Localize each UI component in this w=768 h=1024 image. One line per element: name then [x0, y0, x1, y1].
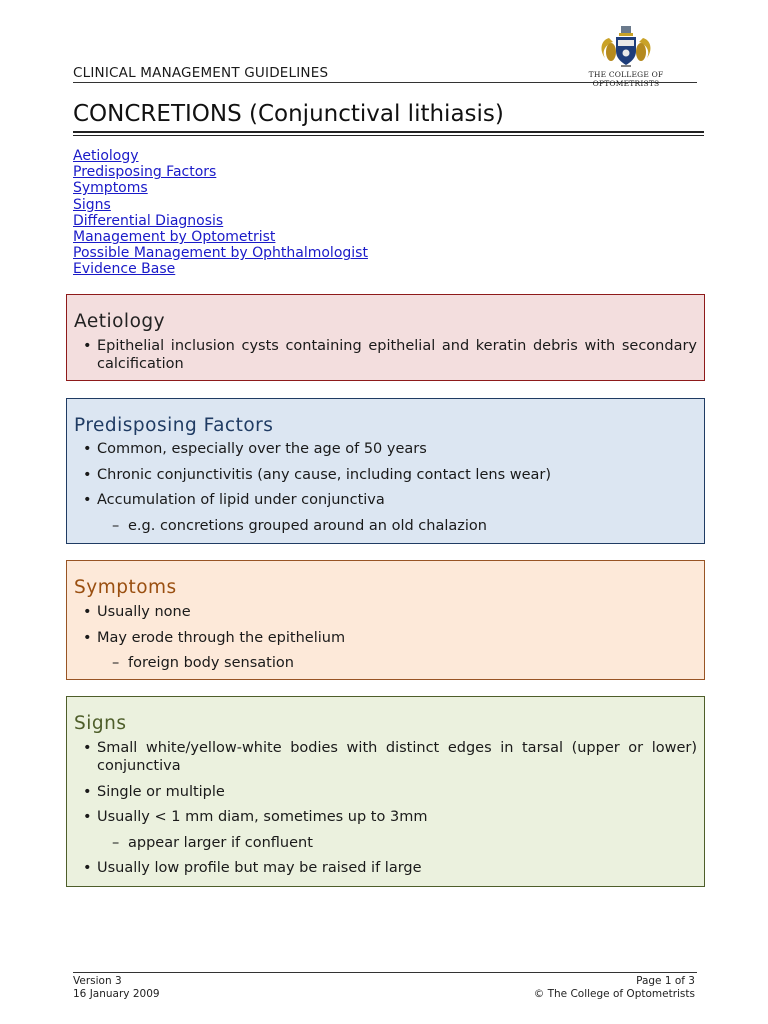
bullet-icon: • — [83, 740, 92, 756]
list-item: • Accumulation of lipid under conjunctiva — [83, 492, 385, 508]
coat-of-arms-icon — [555, 24, 697, 68]
toc-link-signs[interactable]: Signs — [73, 196, 111, 213]
toc-link-differential-diagnosis[interactable]: Differential Diagnosis — [73, 212, 224, 229]
list-item: • May erode through the epithelium — [83, 629, 346, 646]
bullet-icon: • — [83, 604, 92, 620]
aetiology-list — [80, 337, 697, 381]
dash-icon: – — [112, 517, 120, 534]
version-label: Version 3 — [73, 975, 122, 987]
list-item: • Usually low profile but may be raised if large — [83, 860, 422, 876]
symptoms-heading: Symptoms — [74, 577, 177, 598]
footer-left — [73, 975, 160, 1000]
dash-icon: – — [112, 655, 120, 671]
page-number: Page 1 of 3 — [636, 975, 695, 987]
list-item: • Common, especially over the age of 50 years — [83, 441, 427, 457]
toc-link-management-by-ophthalmologist[interactable]: Possible Management by Ophthalmologist — [73, 245, 368, 262]
toc-link-predisposing-factors[interactable]: Predisposing Factors — [73, 164, 217, 181]
signs-heading: Signs — [74, 713, 127, 734]
toc-link-symptoms[interactable]: Symptoms — [73, 180, 148, 197]
bullet-icon: • — [83, 809, 92, 825]
bullet-icon: • — [83, 492, 92, 508]
bullet-icon: • — [83, 783, 92, 800]
list-item: • Usually < 1 mm diam, sometimes up to 3mm — [83, 809, 428, 825]
title-divider — [73, 131, 704, 133]
signs-list — [80, 739, 697, 885]
symptoms-section — [66, 560, 705, 680]
sub-list-item: – appear larger if confluent — [112, 834, 313, 851]
predisposing-factors-list — [80, 440, 697, 542]
copyright-label: © The College of Optometrists — [533, 987, 695, 1000]
table-of-contents — [73, 148, 368, 278]
page-title: CONCRETIONS (Conjunctival lithiasis) — [73, 101, 504, 127]
signs-section — [66, 696, 705, 887]
bullet-icon: • — [83, 860, 92, 876]
title-divider-thin — [73, 135, 704, 136]
list-item: • Usually none — [83, 604, 191, 620]
bullet-icon: • — [83, 441, 92, 457]
list-item: • Single or multiple — [83, 783, 225, 800]
date-label: 16 January 2009 — [73, 987, 160, 1000]
sub-list-item: – foreign body sensation — [112, 655, 294, 671]
symptoms-list — [80, 603, 697, 680]
footer-right — [534, 975, 695, 1000]
predisposing-factors-heading: Predisposing Factors — [74, 415, 274, 436]
toc-link-management-by-optometrist[interactable]: Management by Optometrist — [73, 229, 276, 246]
list-item: • Chronic conjunctivitis (any cause, including contact lens wear) — [83, 466, 552, 483]
toc-link-evidence-base[interactable]: Evidence Base — [73, 261, 176, 278]
predisposing-factors-section — [66, 398, 705, 544]
bullet-icon: • — [83, 629, 92, 646]
footer-divider — [73, 972, 697, 973]
header-label: CLINICAL MANAGEMENT GUIDELINES — [73, 65, 329, 81]
aetiology-heading: Aetiology — [74, 311, 166, 332]
list-item: • Small white/yellow-white bodies with distinct edges in tarsal (upper or lower) conjunctiva — [83, 740, 697, 774]
bullet-icon: • — [83, 466, 92, 483]
logo-text: THE COLLEGE OF OPTOMETRISTS — [588, 70, 664, 88]
list-item: • Epithelial inclusion cysts containing epithelial and keratin debris with secondary calcification — [83, 338, 697, 372]
aetiology-section — [66, 294, 705, 381]
toc-link-aetiology[interactable]: Aetiology — [73, 148, 139, 164]
dash-icon: – — [112, 834, 120, 851]
sub-list-item: – e.g. concretions grouped around an old chalazion — [112, 517, 487, 534]
college-logo — [555, 24, 697, 88]
bullet-icon: • — [83, 338, 92, 354]
